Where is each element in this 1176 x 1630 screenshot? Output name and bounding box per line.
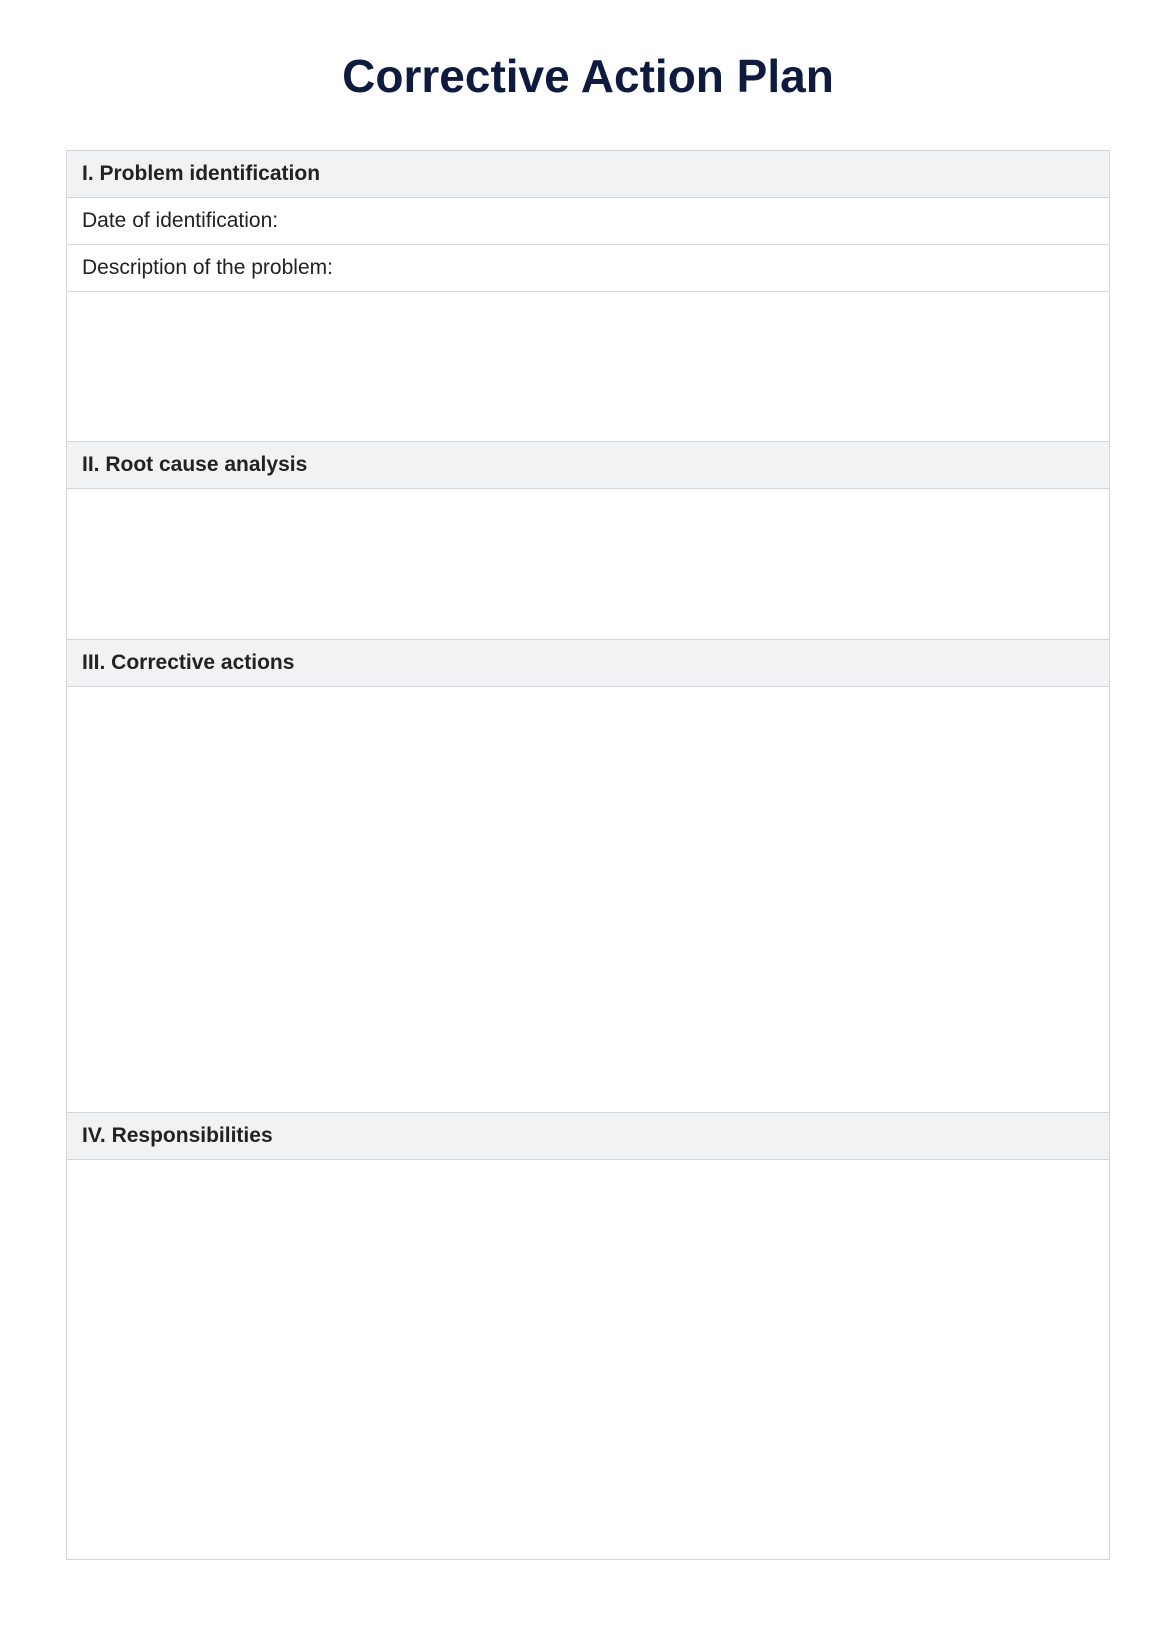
section-header-responsibilities: [67, 1113, 1109, 1160]
page-title: Corrective Action Plan: [342, 50, 834, 102]
corrective-actions-input-area[interactable]: [67, 687, 1109, 1113]
section-heading-label: I. Problem identification: [82, 162, 321, 185]
responsibilities-input-area[interactable]: [67, 1160, 1109, 1559]
root-cause-input-area[interactable]: [67, 489, 1109, 640]
corrective-action-form: [66, 150, 1110, 1560]
section-header-problem-identification: [67, 151, 1109, 198]
section-heading-label: III. Corrective actions: [82, 651, 295, 674]
section-header-root-cause-analysis: [67, 442, 1109, 489]
date-of-identification-field[interactable]: [67, 198, 1109, 245]
section-heading-label: IV. Responsibilities: [82, 1124, 273, 1147]
problem-description-input-area[interactable]: [67, 292, 1109, 442]
section-header-corrective-actions: [67, 640, 1109, 687]
description-of-problem-label-row: [67, 245, 1109, 292]
section-heading-label: II. Root cause analysis: [82, 453, 308, 476]
description-of-problem-label: Description of the problem:: [82, 256, 333, 279]
date-of-identification-label: Date of identification:: [82, 209, 279, 232]
